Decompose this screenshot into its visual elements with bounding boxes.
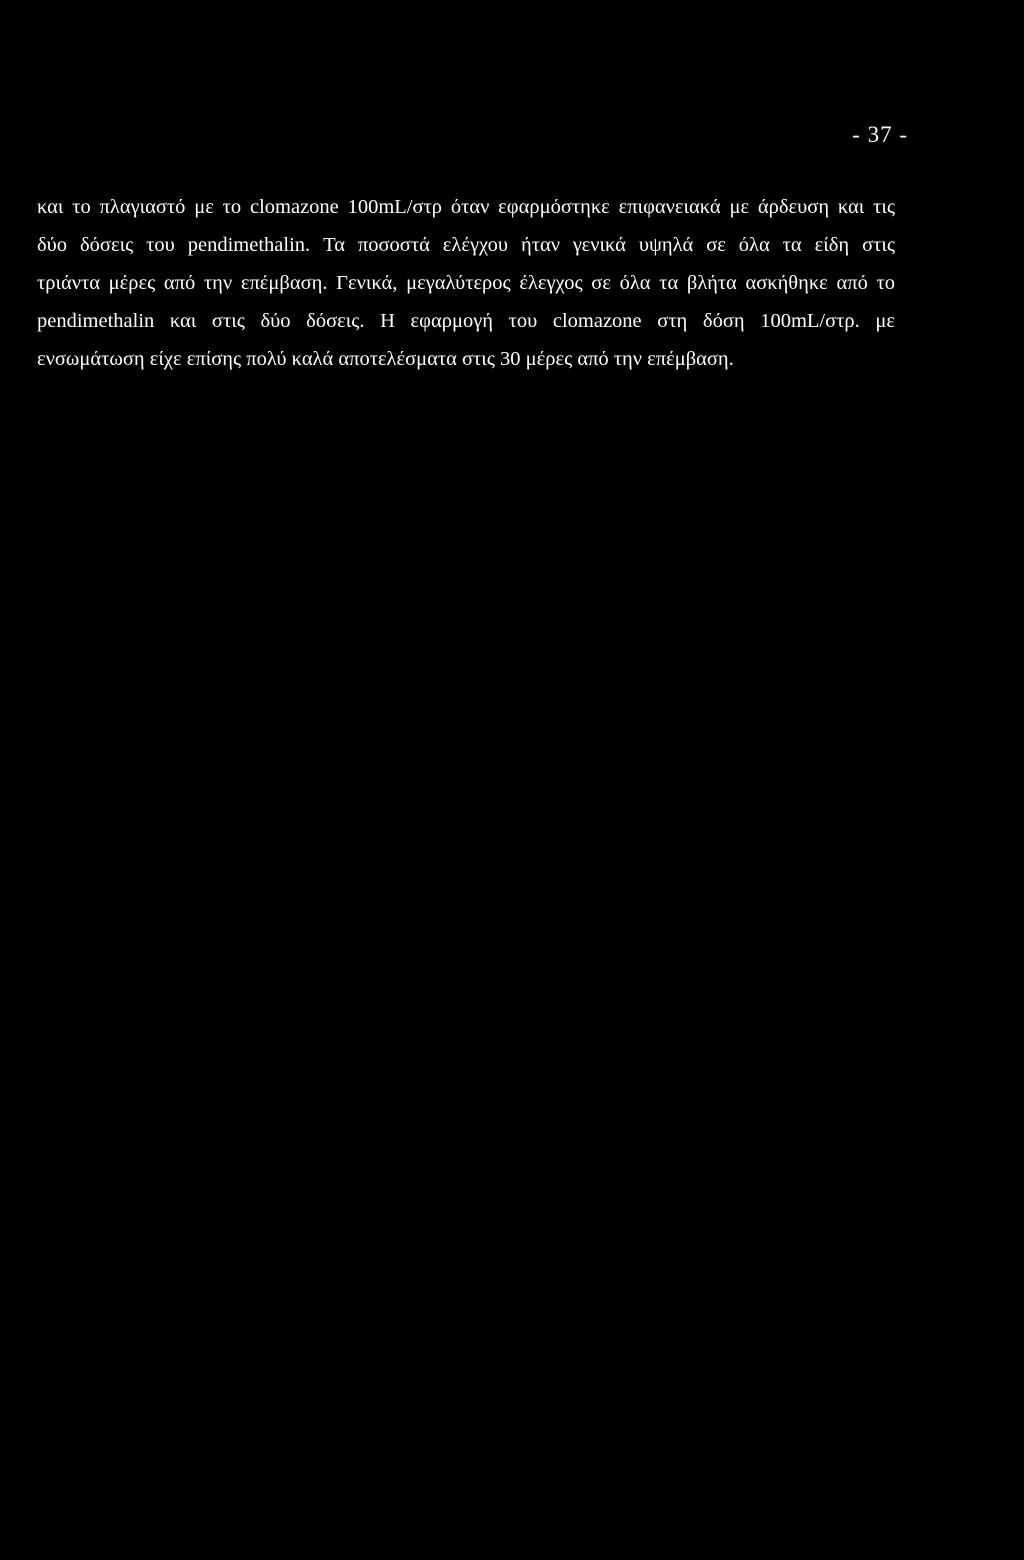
page-number: - 37 - [852,122,908,147]
paragraph-line: ενσωμάτωση είχε επίσης πολύ καλά αποτελέσματα στις 30 μέρες από την επέμβαση. [37,348,734,370]
paragraph-line: δύο δόσεις του pendimethalin. Τα ποσοστά ελέγχου ήταν γενικά υψηλά σε όλα τα είδη στις [37,234,895,256]
paragraph-line: τριάντα μέρες από την επέμβαση. Γενικά, μεγαλύτερος έλεγχος σε όλα τα βλήτα ασκήθηκε από το [37,272,895,294]
paragraph-line: και το πλαγιαστό με το clomazone 100mL/στρ όταν εφαρμόστηκε επιφανειακά με άρδευση και τις [37,196,895,218]
body-paragraph [37,188,895,378]
paragraph-line: pendimethalin και στις δύο δόσεις. Η εφαρμογή του clomazone στη δόση 100mL/στρ. με [37,310,895,332]
